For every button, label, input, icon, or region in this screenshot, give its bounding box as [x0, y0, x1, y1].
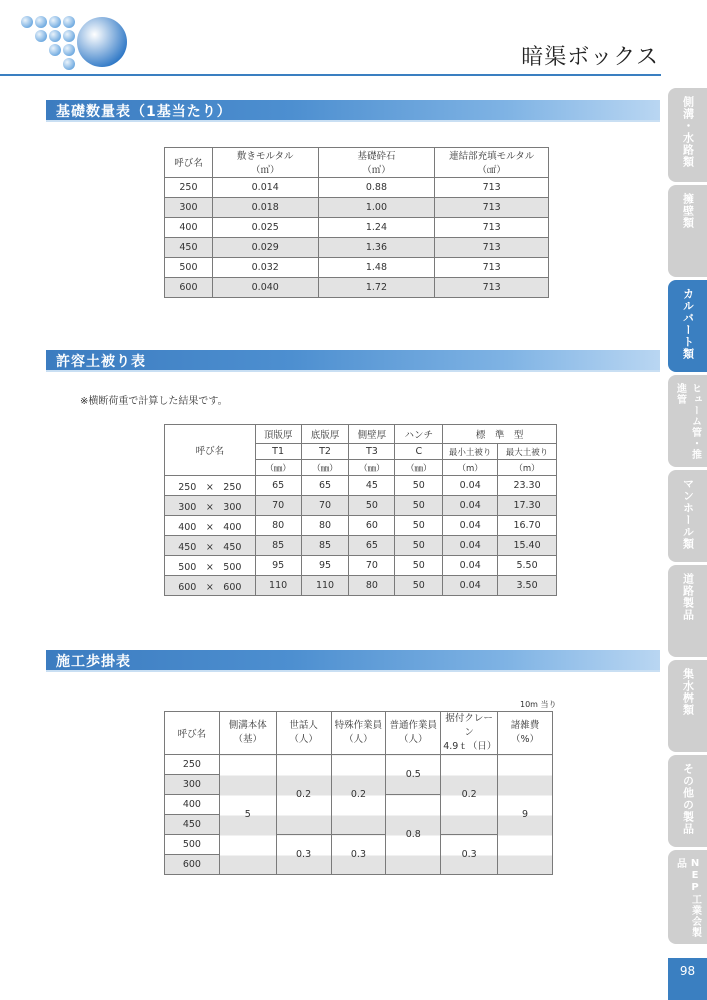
table-cell: 65	[349, 536, 395, 556]
table-cell: 713	[435, 237, 549, 257]
table-cell: 713	[435, 277, 549, 297]
table-cell: 70	[255, 496, 301, 516]
th-haunch: ハンチ	[395, 425, 443, 444]
table-cell: 500	[165, 257, 213, 277]
table-row	[165, 277, 549, 297]
table-cell: 85	[301, 536, 349, 556]
table-cell: 50	[395, 476, 443, 496]
table-cell: 0.3	[331, 835, 386, 875]
page-title: 暗渠ボックス	[521, 45, 659, 70]
th-bottom-slab: 底版厚	[301, 425, 349, 444]
th-sym: C	[395, 444, 443, 460]
table-cell: 3.50	[498, 576, 557, 596]
table-cell: 713	[435, 197, 549, 217]
table-cell: 450	[165, 237, 213, 257]
table-cell: 0.2	[331, 755, 386, 835]
table-cell: 50	[395, 536, 443, 556]
table-cell: 95	[255, 556, 301, 576]
table-cell: 0.04	[443, 496, 498, 516]
table-cell: 400	[165, 217, 213, 237]
table-cell: 0.025	[212, 217, 318, 237]
th-mortar: 敷きモルタル	[212, 148, 318, 163]
table-cell: 23.30	[498, 476, 557, 496]
calc-note: ※横断荷重で計算した結果です。	[80, 396, 228, 407]
th-top-slab: 頂版厚	[255, 425, 301, 444]
th-special-worker: 特殊作業員 （人）	[331, 712, 386, 755]
table-cell: 0.3	[441, 835, 498, 875]
th-joint-mortar: 連結部充填モルタル	[435, 148, 549, 163]
table-cell: 80	[255, 516, 301, 536]
table-cell: 50	[349, 496, 395, 516]
header-rule	[0, 74, 661, 76]
table-row	[165, 496, 557, 516]
table-cell: 60	[349, 516, 395, 536]
table-cell: 0.04	[443, 576, 498, 596]
table-cell: 1.36	[318, 237, 435, 257]
table-cell: 713	[435, 257, 549, 277]
table-cell: 1.00	[318, 197, 435, 217]
table-row	[165, 177, 549, 197]
table-cell: 5.50	[498, 556, 557, 576]
table-row	[165, 217, 549, 237]
tab-nep-products[interactable]: NEP工業会製品	[668, 850, 707, 944]
th-side-wall: 側壁厚	[349, 425, 395, 444]
construction-rate-table	[164, 711, 553, 875]
table-row	[165, 536, 557, 556]
table-cell: 1.48	[318, 257, 435, 277]
table-cell: 70	[301, 496, 349, 516]
table-row	[165, 516, 557, 536]
table-cell: 0.8	[386, 795, 441, 875]
table-cell: 0.04	[443, 536, 498, 556]
th-sym: T2	[301, 444, 349, 460]
company-logo-icon	[20, 14, 130, 70]
th-max-cover: 最大土被り	[498, 444, 557, 460]
tab-manhole[interactable]: マンホール類	[668, 470, 707, 562]
table-cell: 250 × 250	[165, 476, 256, 496]
table-cell: 80	[349, 576, 395, 596]
table-row	[165, 476, 557, 496]
tab-other-products[interactable]: その他の製品	[668, 755, 707, 847]
table-cell: 5	[219, 755, 276, 875]
tab-hume-pipe[interactable]: ヒューム管・推進管	[668, 375, 707, 467]
th-name: 呼び名	[165, 425, 256, 476]
table-cell: 0.5	[386, 755, 441, 795]
th-sym: T3	[349, 444, 395, 460]
table-cell: 400 × 400	[165, 516, 256, 536]
table-row	[165, 197, 549, 217]
th-gravel: 基礎砕石	[318, 148, 435, 163]
table-cell: 45	[349, 476, 395, 496]
table-cell: 85	[255, 536, 301, 556]
table-cell: 713	[435, 217, 549, 237]
table-cell: 250	[165, 177, 213, 197]
th-foreman: 世話人 （人）	[276, 712, 331, 755]
table-cell: 300 × 300	[165, 496, 256, 516]
table-cell: 500 × 500	[165, 556, 256, 576]
th-standard-type: 標 準 型	[443, 425, 557, 444]
table-cell: 95	[301, 556, 349, 576]
th-unit: （㎥）	[318, 162, 435, 177]
table-cell: 0.2	[441, 755, 498, 835]
th-crane: 据付クレーン 4.9ｔ（日）	[441, 712, 498, 755]
foundation-quantity-table	[164, 147, 549, 298]
table-cell: 50	[395, 516, 443, 536]
th-unit: （㎜）	[395, 460, 443, 476]
table-cell: 600	[165, 855, 220, 875]
th-unit: （㎜）	[301, 460, 349, 476]
th-body: 側溝本体 （基）	[219, 712, 276, 755]
per-10m-note: 10m 当り	[520, 700, 557, 709]
table-cell: 0.032	[212, 257, 318, 277]
table-cell: 0.018	[212, 197, 318, 217]
table-cell: 0.88	[318, 177, 435, 197]
table-cell: 50	[395, 556, 443, 576]
table-cell: 713	[435, 177, 549, 197]
table-cell: 0.014	[212, 177, 318, 197]
table-cell: 9	[498, 755, 553, 875]
section-bar-construction	[46, 650, 660, 670]
allowable-cover-table	[164, 424, 557, 596]
table-cell: 0.2	[276, 755, 331, 835]
th-unit: （㎜）	[255, 460, 301, 476]
table-cell: 110	[255, 576, 301, 596]
table-cell: 450 × 450	[165, 536, 256, 556]
table-cell: 15.40	[498, 536, 557, 556]
section-title-cover: 許容土被り表	[56, 354, 146, 370]
tab-retaining-wall[interactable]: 擁壁類	[668, 185, 707, 277]
table-cell: 450	[165, 815, 220, 835]
th-unit: （㎜）	[349, 460, 395, 476]
table-cell: 600	[165, 277, 213, 297]
table-cell: 80	[301, 516, 349, 536]
table-cell: 0.04	[443, 476, 498, 496]
section-title-foundation: 基礎数量表（1基当たり）	[56, 104, 232, 120]
th-min-cover: 最小土被り	[443, 444, 498, 460]
table-row	[165, 237, 549, 257]
tab-catch-basin[interactable]: 集水桝類	[668, 660, 707, 752]
section-title-construction: 施工歩掛表	[56, 654, 131, 670]
table-cell: 110	[301, 576, 349, 596]
th-sym: T1	[255, 444, 301, 460]
table-cell: 65	[301, 476, 349, 496]
table-cell: 400	[165, 795, 220, 815]
table-cell: 0.04	[443, 556, 498, 576]
table-cell: 300	[165, 197, 213, 217]
th-misc: 諸雑費 （%）	[498, 712, 553, 755]
table-cell: 0.040	[212, 277, 318, 297]
table-cell: 70	[349, 556, 395, 576]
table-cell: 1.72	[318, 277, 435, 297]
th-name: 呼び名	[165, 148, 213, 178]
table-cell: 17.30	[498, 496, 557, 516]
table-cell: 500	[165, 835, 220, 855]
tab-culvert[interactable]: カルバート類	[668, 280, 707, 372]
table-row	[165, 257, 549, 277]
th-general-worker: 普通作業員 （人）	[386, 712, 441, 755]
th-unit: （㎠）	[435, 162, 549, 177]
table-cell: 16.70	[498, 516, 557, 536]
page-number: 98	[668, 958, 707, 1000]
th-unit: （m）	[498, 460, 557, 476]
table-cell: 0.04	[443, 516, 498, 536]
table-cell: 600 × 600	[165, 576, 256, 596]
section-bar-foundation	[46, 100, 660, 120]
table-row	[165, 576, 557, 596]
table-cell: 250	[165, 755, 220, 775]
table-cell: 50	[395, 496, 443, 516]
tab-side-ditch[interactable]: 側溝・水路類	[668, 88, 707, 182]
table-cell: 50	[395, 576, 443, 596]
table-row	[165, 556, 557, 576]
th-name: 呼び名	[165, 712, 220, 755]
section-bar-cover	[46, 350, 660, 370]
table-cell: 65	[255, 476, 301, 496]
table-row	[165, 755, 553, 775]
th-unit: （㎥）	[212, 162, 318, 177]
table-cell: 300	[165, 775, 220, 795]
table-cell: 1.24	[318, 217, 435, 237]
table-cell: 0.029	[212, 237, 318, 257]
th-unit: （m）	[443, 460, 498, 476]
tab-road-products[interactable]: 道路製品	[668, 565, 707, 657]
table-cell: 0.3	[276, 835, 331, 875]
